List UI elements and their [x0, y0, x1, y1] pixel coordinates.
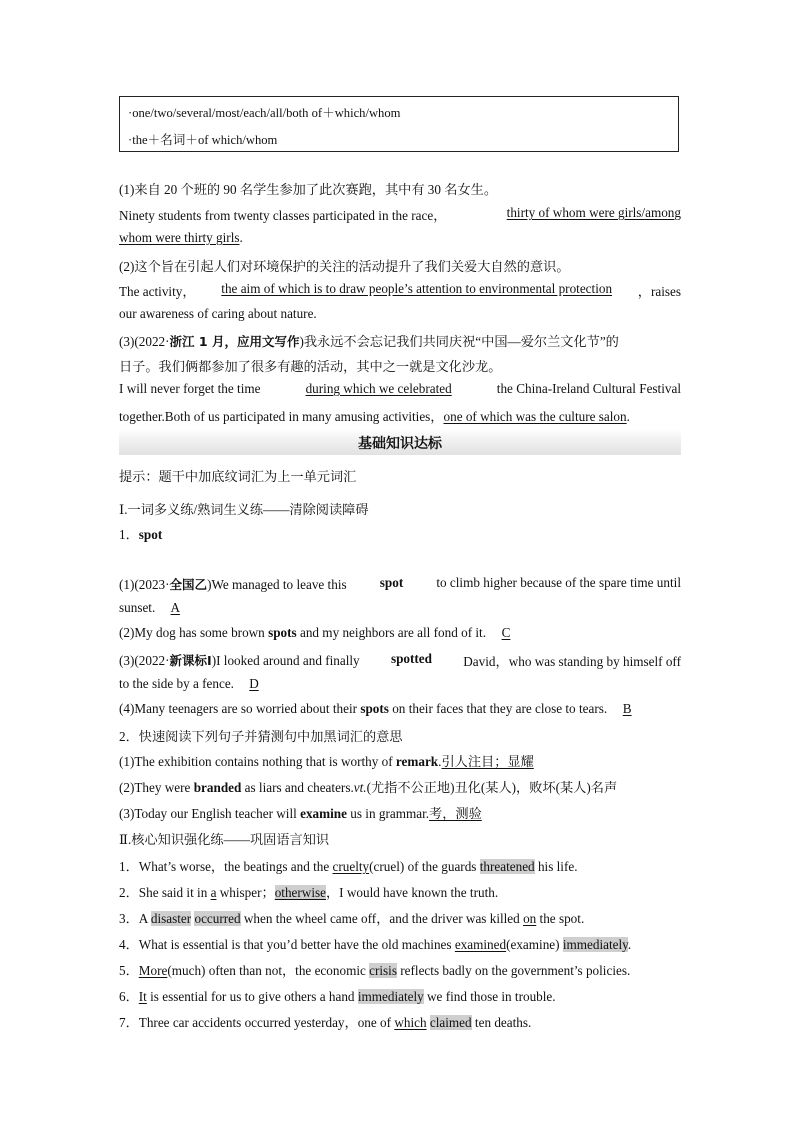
guess-item-2-pre: (2)They were [119, 780, 191, 795]
guess-item-2-pos: vt. [353, 780, 367, 795]
sentence-6-number: 6． [119, 989, 139, 1004]
guess-item-2-word: branded [193, 780, 242, 795]
spot-item-3-post: David，who was standing by himself off [463, 654, 681, 669]
spot-item-4-post: on their faces that they are close to tears. [392, 701, 608, 716]
guess-item-3-post: us in grammar. [350, 806, 430, 821]
example-1-english-line1 [119, 205, 681, 224]
spot-item-4 [119, 701, 647, 717]
spot-item-3-word: spotted [390, 651, 432, 666]
sentence-5-answer: More [138, 963, 168, 978]
sentence-1-answer: cruelty [332, 859, 370, 874]
sentence-4-answer: examined [454, 937, 507, 952]
example-3-english-pre: I will never forget the time [119, 381, 261, 396]
sentence-3 [119, 908, 584, 927]
guess-item-1-pre: (1)The exhibition contains nothing that is worthy of [119, 754, 393, 769]
spot-item-1-pre: (1)(2023· [119, 577, 170, 592]
spot-item-3-source: 新课标Ⅰ [169, 653, 212, 668]
section-header-bar [119, 429, 681, 455]
question-1-title [119, 524, 162, 543]
example-3-english-line1 [119, 381, 681, 397]
sentence-1 [119, 856, 578, 875]
example-2-english-pre: The activity， [119, 284, 196, 299]
example-1-english-line2 [119, 230, 243, 246]
spot-item-2-word: spots [268, 625, 297, 640]
sentence-4 [119, 934, 631, 953]
grammar-pattern-box [119, 96, 679, 152]
guess-item-1 [119, 751, 534, 770]
sentence-4-a: 4．What is essential is that you’d better have the old machines [119, 937, 452, 952]
sentence-1-a: 1．What’s worse，the beatings and the [119, 859, 330, 874]
spot-item-3-mid: )I looked around and finally [211, 653, 360, 668]
sentence-4-highlight: immediately [562, 937, 628, 952]
example-3-answer-2: one of which was the culture salon [443, 409, 627, 424]
example-1-period: . [239, 230, 243, 245]
sentence-3-c: the spot. [539, 911, 585, 926]
sentence-2-b: whisper； [219, 885, 275, 900]
spot-item-1-post: to climb higher because of the spare time until [436, 575, 681, 590]
spot-item-1-line2-text: sunset. [119, 600, 156, 615]
example-3-source-pre: (3)(2022· [119, 334, 170, 349]
example-3-chinese-line2: 日子。我们俩都参加了很多有趣的活动，其中之一就是文化沙龙。 [119, 359, 502, 374]
sentence-5 [119, 960, 630, 979]
sentence-5-highlight: crisis [369, 963, 397, 978]
question-1-word: spot [138, 527, 163, 542]
spot-item-3-line2-text: to the side by a fence. [119, 676, 234, 691]
sentence-7-b: ten deaths. [474, 1015, 532, 1030]
sentence-3-highlight-1: disaster [150, 911, 192, 926]
sentence-3-a: 3．A [119, 911, 148, 926]
sentence-4-b: (examine) [506, 937, 560, 952]
spot-item-3-answer: D [249, 676, 259, 691]
sentence-2 [119, 882, 498, 901]
sentence-1-c: his life. [537, 859, 578, 874]
spot-item-1-mid: )We managed to leave this [207, 577, 347, 592]
spot-item-4-answer: B [622, 701, 632, 716]
sentence-6-a: is essential for us to give others a hand [150, 989, 355, 1004]
sentence-5-number: 5． [119, 963, 139, 978]
sentence-7-highlight: claimed [429, 1015, 472, 1030]
example-3-english-line2-pre: together.Both of us participated in many amusing activities， [119, 409, 444, 424]
section-title: 基础知识达标 [358, 436, 442, 452]
example-2-english-line1 [119, 281, 681, 300]
sentence-5-a: (much) often than not，the economic [167, 963, 366, 978]
sentence-6-b: we find those in trouble. [427, 989, 556, 1004]
example-3-english-line2 [119, 406, 630, 425]
spot-item-1-source: 全国乙 [169, 577, 208, 592]
question-2-title: 2．快速阅读下列句子并猜测句中加黑词汇的意思 [119, 729, 403, 744]
example-1-answer-part2: whom were thirty girls [119, 230, 240, 245]
spot-item-2-answer: C [501, 625, 511, 640]
example-3-period: . [626, 409, 630, 424]
sentence-4-c: . [627, 937, 632, 952]
spot-item-3-pre: (3)(2022· [119, 653, 170, 668]
guess-item-2-post: as liars and cheaters. [244, 780, 354, 795]
example-3-english-post: the China-Ireland Cultural Festival [496, 381, 681, 396]
example-3-source: 浙江 1 月，应用文写作 [169, 334, 300, 349]
part-2-heading: Ⅱ.核心知识强化练——巩固语言知识 [119, 832, 330, 847]
question-1-number: 1． [119, 527, 139, 542]
spot-item-1-line2 [119, 600, 195, 616]
sentence-7-answer: which [394, 1015, 427, 1030]
example-1-english-pre: Ninety students from twenty classes participated in the race， [119, 208, 447, 223]
guess-item-2 [119, 777, 617, 796]
spot-item-2 [119, 625, 526, 641]
guess-item-3-pre: (3)Today our English teacher will [119, 806, 297, 821]
guess-item-3-word: examine [300, 806, 347, 821]
spot-item-1-line1 [119, 575, 681, 593]
spot-item-3-line1 [119, 651, 681, 670]
sentence-2-answer-2: otherwise [274, 885, 326, 900]
sentence-5-b: reflects badly on the government’s policies. [400, 963, 631, 978]
spot-item-1-answer: A [170, 600, 181, 615]
example-2-english-line2: our awareness of caring about nature. [119, 306, 317, 321]
guess-item-2-answer: (尤指不公正地)丑化(某人)，败坏(某人)名声 [366, 780, 618, 795]
sentence-3-answer: on [523, 911, 537, 926]
example-3-chinese-line1 [119, 331, 619, 350]
example-2-answer: the aim of which is to draw people’s attention to environmental protection [221, 281, 613, 296]
sentence-6-answer: It [138, 989, 147, 1004]
spot-item-4-pre: (4)Many teenagers are so worried about their [119, 701, 358, 716]
guess-item-1-word: remark [395, 754, 439, 769]
spot-item-2-pre: (2)My dog has some brown [119, 625, 265, 640]
example-3-answer-1: during which we celebrated [305, 381, 452, 396]
example-3-chinese-post: )我永远不会忘记我们共同庆祝“中国—爱尔兰文化节”的 [299, 334, 619, 349]
spot-item-1-word: spot [379, 575, 404, 590]
spot-item-4-word: spots [360, 701, 389, 716]
guess-item-3 [119, 803, 482, 822]
example-2-chinese: (2)这个旨在引起人们对环境保护的关注的活动提升了我们关爱大自然的意识。 [119, 259, 570, 274]
sentence-6 [119, 986, 556, 1005]
pattern-line-1: ·one/two/several/most/each/all/both of＋which/whom [128, 106, 401, 120]
spot-item-3-line2 [119, 676, 274, 692]
sentence-2-a: 2．She said it in [119, 885, 208, 900]
sentence-2-c: ，I would have known the truth. [325, 885, 499, 900]
sentence-1-highlight: threatened [479, 859, 535, 874]
sentence-2-answer: a [210, 885, 217, 900]
example-2-english-post: ，raises [637, 284, 681, 299]
sentence-3-b: when the wheel came off，and the driver was killed [243, 911, 520, 926]
sentence-6-highlight: immediately [357, 989, 424, 1004]
example-1-chinese: (1)来自 20 个班的 90 名学生参加了此次赛跑，其中有 30 名女生。 [119, 182, 498, 197]
guess-item-1-sep: . [438, 754, 442, 769]
spot-item-2-post: and my neighbors are all fond of it. [299, 625, 487, 640]
pattern-line-2: ·the＋名词＋of which/whom [128, 133, 278, 147]
guess-item-3-answer: 考，测验 [429, 806, 482, 821]
sentence-7-a: 7．Three car accidents occurred yesterday，one of [119, 1015, 392, 1030]
guess-item-1-answer: 引人注目；显耀 [441, 754, 534, 769]
hint-text: 提示：题干中加底纹词汇为上一单元词汇 [119, 469, 357, 484]
sentence-1-b: (cruel) of the guards [369, 859, 477, 874]
part-1-heading: Ⅰ.一词多义练/熟词生义练——清除阅读障碍 [119, 502, 369, 517]
sentence-7 [119, 1012, 531, 1031]
example-1-answer-part1: thirty of whom were girls/among [506, 205, 681, 220]
sentence-3-highlight-2: occurred [194, 911, 241, 926]
